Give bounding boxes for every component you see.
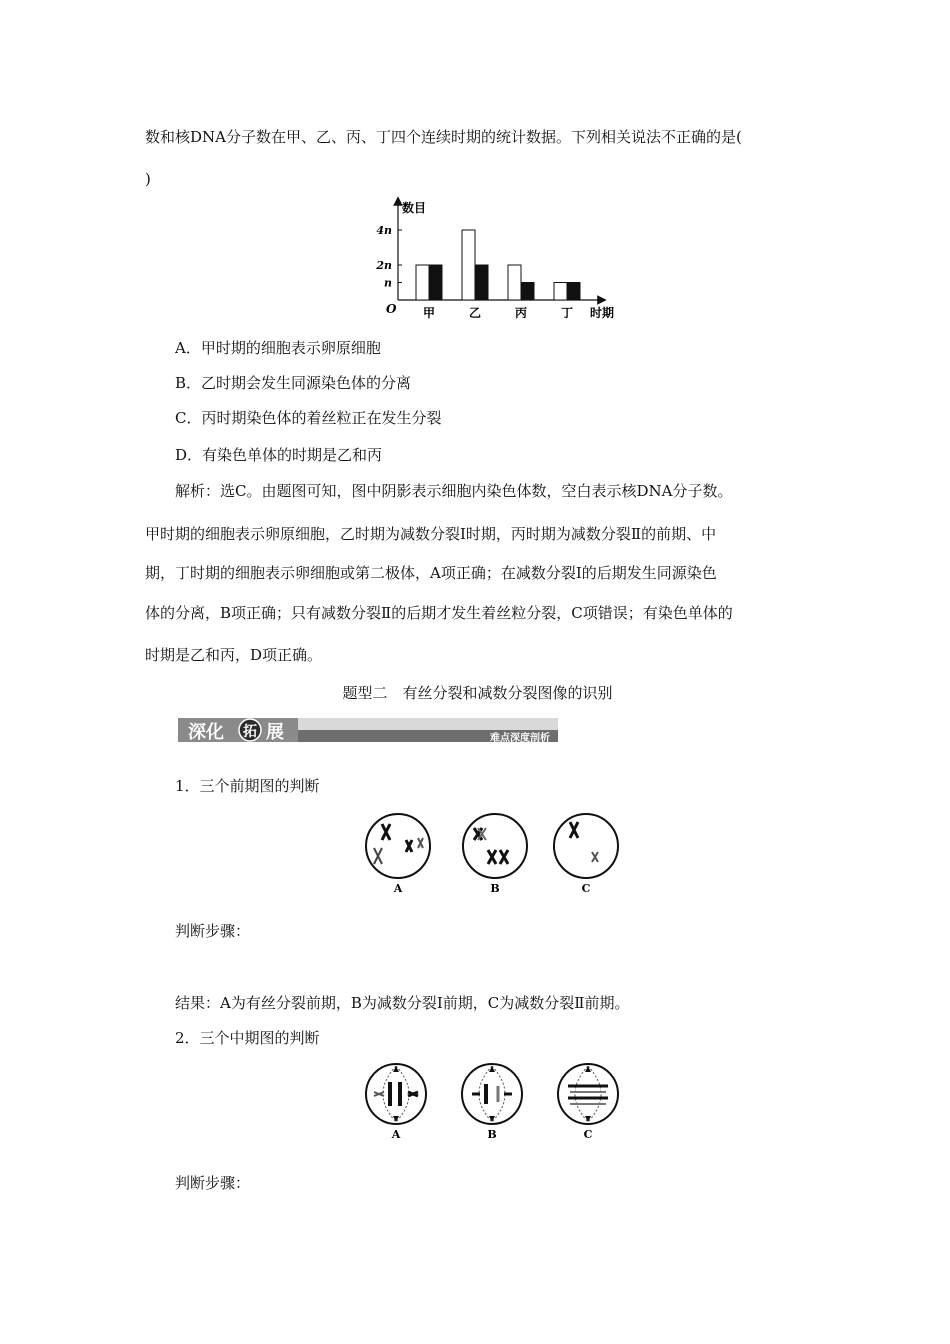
banner-right-text: 难点深度剖析 [490,733,550,744]
metaphase-label-c: C [583,1128,593,1141]
x-tick-label: 甲 [422,306,436,320]
bar [475,265,488,300]
prophase-cell-a [366,814,430,878]
x-axis-label: 时期 [590,306,615,320]
x-tick-label: 丁 [560,306,574,320]
y-axis-label: 数目 [402,201,427,215]
x-tick-label: 乙 [468,306,482,320]
metaphase-cell-c [558,1064,618,1124]
analysis-line-1: 解析：选C。由题图可知，图中阴影表示细胞内染色体数，空白表示核DNA分子数。 [175,482,733,500]
prophase-label-a: A [393,882,403,895]
y-tick-label: 4n [376,224,392,237]
question-line-1: 数和核DNA分子数在甲、乙、丙、丁四个连续时期的统计数据。下列相关说法不正确的是( [145,128,742,146]
prophase-label-c: C [581,882,591,895]
y-tick-label: n [384,276,392,290]
bar [521,283,534,301]
metaphase-figure [360,1058,630,1144]
metaphase-label-a: A [391,1128,401,1141]
bar-chart [370,195,615,325]
option-a: A．甲时期的细胞表示卵原细胞 [175,339,381,357]
metaphase-cell-a [366,1064,426,1124]
prophase-label-b: B [490,882,500,895]
prophase-heading: 1．三个前期图的判断 [175,777,320,795]
metaphase-heading: 2．三个中期图的判断 [175,1029,320,1047]
option-c: C．丙时期染色体的着丝粒正在发生分裂 [175,409,442,427]
section-title: 题型二 有丝分裂和减数分裂图像的识别 [342,684,613,702]
metaphase-label-b: B [487,1128,497,1141]
banner-text-b: 展 [266,722,284,743]
banner-text-a: 深化 [188,722,224,743]
analysis-line-4: 体的分离，B项正确；只有减数分裂Ⅱ的后期才发生着丝粒分裂，C项错误；有染色单体的 [145,604,733,622]
bar [416,265,429,300]
analysis-line-2: 甲时期的细胞表示卵原细胞，乙时期为减数分裂Ⅰ时期，丙时期为减数分裂Ⅱ的前期、中 [145,525,717,543]
origin-label: O [386,302,397,316]
bar [429,265,442,300]
y-tick-label: 2n [376,259,392,272]
prophase-cell-b [463,814,527,878]
bar [567,283,580,301]
bar [554,283,567,301]
analysis-line-5: 时期是乙和丙，D项正确。 [145,646,323,664]
banner-circle-text: 拓 [243,724,257,740]
option-d: D．有染色单体的时期是乙和丙 [175,446,383,464]
metaphase-cell-b [462,1064,522,1124]
bar [508,265,521,300]
x-tick-label: 丙 [514,306,528,320]
prophase-steps: 判断步骤： [175,922,251,940]
question-line-2: ) [145,170,151,188]
analysis-line-3: 期，丁时期的细胞表示卵细胞或第二极体，A项正确；在减数分裂Ⅰ的后期发生同源染色 [145,564,717,582]
prophase-cell-c [554,814,618,878]
prophase-figure [360,808,630,900]
prophase-result: 结果：A为有丝分裂前期，B为减数分裂Ⅰ前期，C为减数分裂Ⅱ前期。 [175,994,630,1012]
metaphase-steps: 判断步骤： [175,1174,251,1192]
bar [462,230,475,300]
section-banner [178,714,558,744]
option-b: B．乙时期会发生同源染色体的分离 [175,374,412,392]
